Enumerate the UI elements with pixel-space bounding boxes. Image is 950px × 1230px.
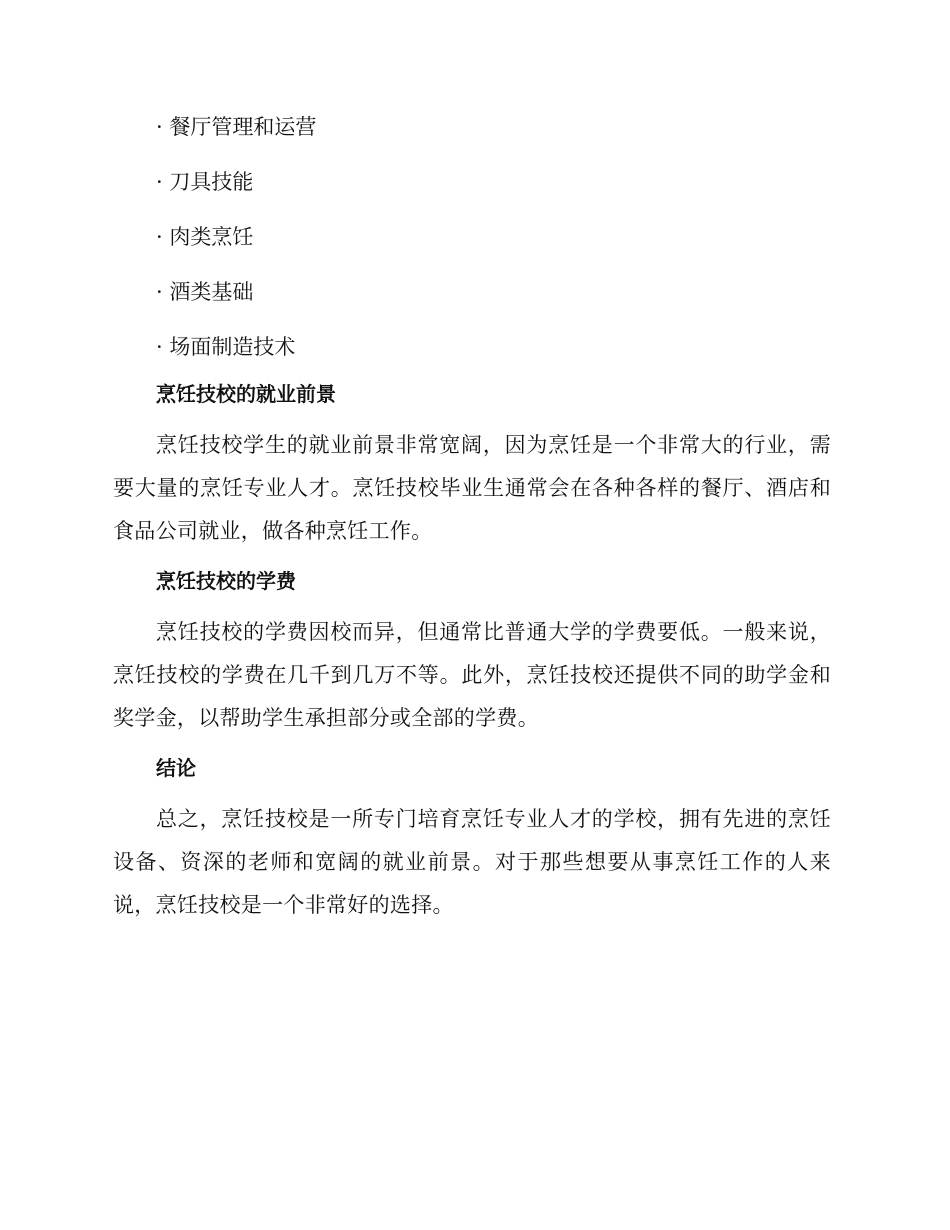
bullet-item-restaurant-management: · 餐厅管理和运营: [156, 115, 317, 139]
bullet-item-scene-technique: · 场面制造技术: [156, 335, 296, 359]
section-body-employment: 烹饪技校学生的就业前景非常宽阔，因为烹饪是一个非常大的行业，需要大量的烹饪专业人才。烹饪技校毕业生通常会在各种各样的餐厅、酒店和食品公司就业，做各种烹饪工作。: [113, 433, 831, 543]
section-heading-conclusion: 结论: [156, 756, 196, 780]
document-page: [113, 108, 831, 937]
section-body-conclusion: 总之，烹饪技校是一所专门培育烹饪专业人才的学校，拥有先进的烹饪设备、资深的老师和宽阔的就业前景。对于那些想要从事烹饪工作的人来说，烹饪技校是一个非常好的选择。: [113, 807, 831, 917]
section-heading-tuition: 烹饪技校的学费: [156, 569, 296, 593]
section-heading-employment: 烹饪技校的就业前景: [156, 382, 336, 406]
bullet-item-meat-cooking: · 肉类烹饪: [156, 225, 254, 249]
section-body-tuition: 烹饪技校的学费因校而异，但通常比普通大学的学费要低。一般来说，烹饪技校的学费在几千到几万不等。此外，烹饪技校还提供不同的助学金和奖学金，以帮助学生承担部分或全部的学费。: [113, 620, 831, 730]
bullet-item-knife-skills: · 刀具技能: [156, 170, 254, 194]
bullet-item-wine-basics: · 酒类基础: [156, 280, 254, 304]
